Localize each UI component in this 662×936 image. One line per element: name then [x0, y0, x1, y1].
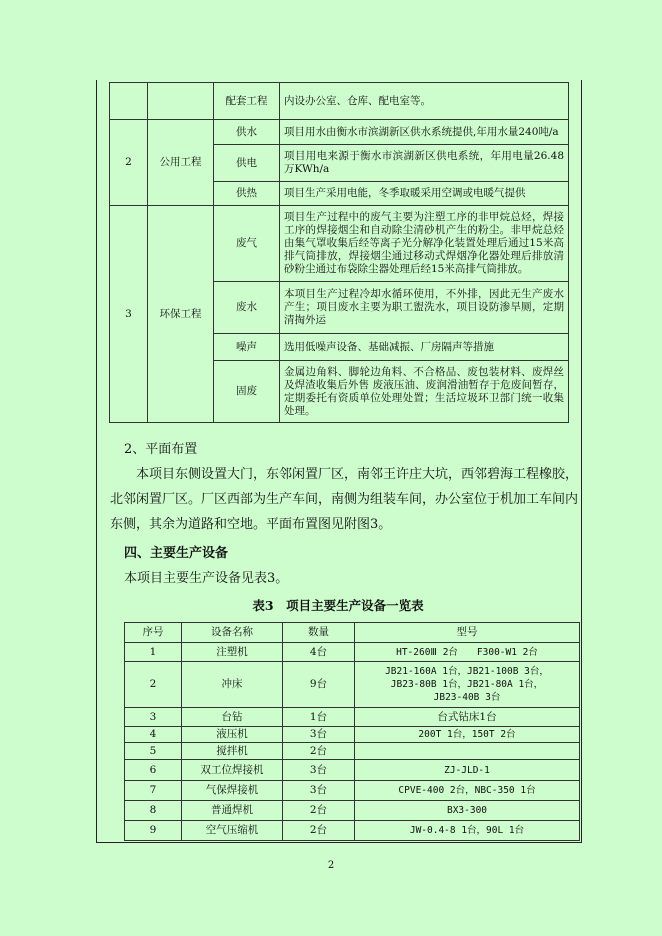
group-number: 3: [110, 206, 148, 423]
cell-model: JW-0.4-8 1台，90L 1台: [355, 821, 580, 841]
cell-qty: 1台: [283, 708, 355, 727]
cell-num: 5: [125, 743, 182, 760]
cell-model: 台式钻床1台: [355, 708, 580, 727]
cell-model: JB21-160A 1台，JB21-100B 3台，JB23-80B 1台，JB21-80A 1台，JB23-40B 3台: [355, 662, 580, 708]
cell-name: 冲床: [182, 662, 283, 708]
header-name: 设备名称: [182, 623, 283, 643]
content-cell: 项目生产过程中的废气主要为注塑工序的非甲烷总烃，焊接工序的焊接烟尘和自动除尘清砂机产生的粉尘。非甲烷总烃由集气罩收集后经等离子光分解净化装置处理后通过15米高排气筒排放，焊接烟尘通过移动式焊烟净化器处理后排放清砂粉尘通过布袋除尘器处理后经15米高排气筒排放。: [280, 206, 569, 282]
project-composition-table: [109, 82, 569, 423]
empty-cell: [110, 83, 148, 120]
cell-name: 双工位焊接机: [182, 760, 283, 781]
item-cell: 供电: [214, 145, 280, 182]
cell-qty: 2台: [283, 743, 355, 760]
cell-qty: 3台: [283, 781, 355, 801]
cell-qty: 9台: [283, 662, 355, 708]
cell-name: 气保焊接机: [182, 781, 283, 801]
item-cell: 废水: [214, 282, 280, 334]
cell-name: 液压机: [182, 727, 283, 743]
cell-model: [355, 743, 580, 760]
table-row: [125, 643, 580, 662]
section-heading-equipment: 四、主要生产设备: [124, 546, 229, 561]
cell-qty: 3台: [283, 727, 355, 743]
table-row: [125, 821, 580, 841]
cell-num: 4: [125, 727, 182, 743]
cell-name: 台钻: [182, 708, 283, 727]
empty-cell: [148, 83, 214, 120]
cell-num: 2: [125, 662, 182, 708]
item-cell: 配套工程: [214, 83, 280, 120]
table-row: [125, 781, 580, 801]
equipment-intro: 本项目主要生产设备见表3。: [124, 571, 289, 586]
page-number: 2: [327, 860, 335, 871]
cell-num: 7: [125, 781, 182, 801]
cell-num: 8: [125, 801, 182, 821]
equipment-table: [124, 622, 580, 841]
content-cell: 内设办公室、仓库、配电室等。: [280, 83, 569, 120]
cell-num: 3: [125, 708, 182, 727]
header-qty: 数量: [283, 623, 355, 643]
item-cell: 废气: [214, 206, 280, 282]
table-header-row: [125, 623, 580, 643]
cell-model: 200T 1台，150T 2台: [355, 727, 580, 743]
cell-name: 普通焊机: [182, 801, 283, 821]
cell-name: 注塑机: [182, 643, 283, 662]
group-category: 环保工程: [148, 206, 214, 423]
cell-name: 空气压缩机: [182, 821, 283, 841]
table-row: [125, 743, 580, 760]
cell-name: 搅拌机: [182, 743, 283, 760]
content-cell: 项目用水由衡水市滨湖新区供水系统提供,年用水量240吨/a: [280, 120, 569, 145]
content-cell: 本项目生产过程冷却水循环使用，不外排，因此无生产废水产生；项目废水主要为职工盥洗水，项目设防渗旱厕，定期清掏外运: [280, 282, 569, 334]
cell-num: 9: [125, 821, 182, 841]
cell-qty: 2台: [283, 821, 355, 841]
cell-model: CPVE-400 2台，NBC-350 1台: [355, 781, 580, 801]
table-row: [125, 801, 580, 821]
table-row: [125, 760, 580, 781]
group-category: 公用工程: [148, 120, 214, 206]
cell-num: 1: [125, 643, 182, 662]
table-row: [110, 206, 569, 282]
group-number: 2: [110, 120, 148, 206]
table-row: [110, 83, 569, 120]
cell-model: ZJ-JLD-1: [355, 760, 580, 781]
content-cell: 金属边角料、脚轮边角料、不合格品、废包装材料、废焊丝及焊渣收集后外售 废液压油、废润滑油暂存于危废间暂存，定期委托有资质单位处理处置；生活垃圾环卫部门统一收集处理。: [280, 361, 569, 423]
item-cell: 噪声: [214, 334, 280, 361]
cell-model: HT-260Ⅲ 2台 F300-W1 2台: [355, 643, 580, 662]
header-num: 序号: [125, 623, 182, 643]
cell-num: 6: [125, 760, 182, 781]
cell-qty: 2台: [283, 801, 355, 821]
section-heading-layout: 2、平面布置: [124, 442, 198, 457]
cell-model: BX3-300: [355, 801, 580, 821]
layout-paragraph: 本项目东侧设置大门，东邻闲置厂区，南邻王许庄大坑，西邻碧海工程橡胶，北邻闲置厂区。厂区西部为生产车间，南侧为组装车间，办公室位于机加工车间内东侧，其余为道路和空地。平面布置图见附图3。: [110, 467, 579, 532]
table-row: [125, 662, 580, 708]
table-caption: 表3 项目主要生产设备一览表: [252, 598, 424, 613]
content-cell: 选用低噪声设备、基础减振、厂房隔声等措施: [280, 334, 569, 361]
item-cell: 供热: [214, 182, 280, 206]
content-cell: 项目生产采用电能，冬季取暖采用空调或电暖气提供: [280, 182, 569, 206]
cell-qty: 3台: [283, 760, 355, 781]
cell-qty: 4台: [283, 643, 355, 662]
item-cell: 固废: [214, 361, 280, 423]
content-cell: 项目用电来源于衡水市滨湖新区供电系统，年用电量26.48万KWh/a: [280, 145, 569, 182]
item-cell: 供水: [214, 120, 280, 145]
header-model: 型号: [355, 623, 580, 643]
table-row: [125, 708, 580, 727]
table-row: [125, 727, 580, 743]
table-row: [110, 120, 569, 145]
